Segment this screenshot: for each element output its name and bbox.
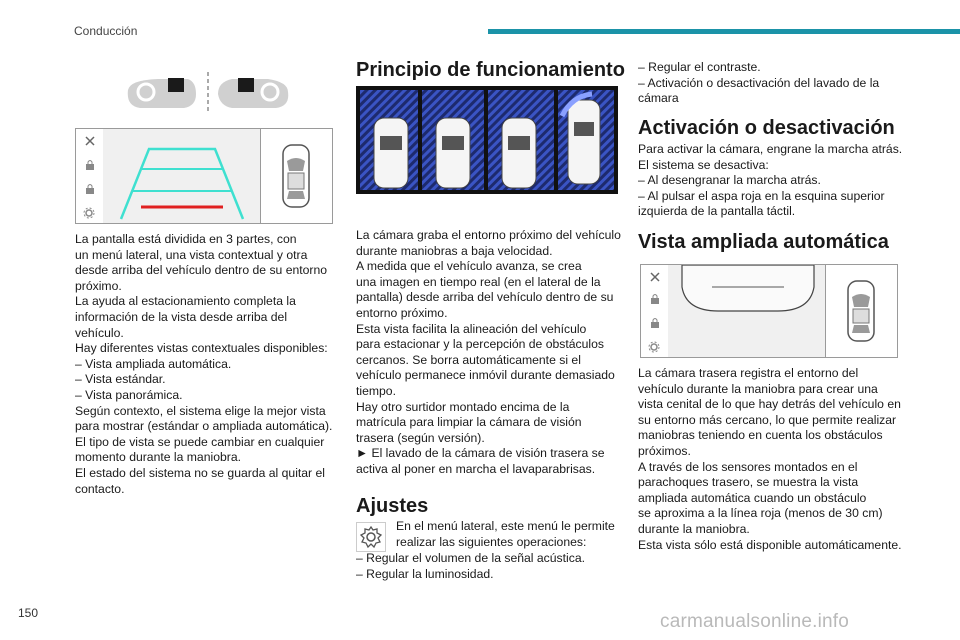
text-line: entorno próximo. bbox=[356, 305, 448, 320]
lock-icon bbox=[85, 159, 95, 171]
side-menu bbox=[641, 265, 669, 357]
text-line: momento durante la maniobra. bbox=[75, 450, 241, 465]
right-dash-icon bbox=[218, 78, 288, 108]
header-accent-bar bbox=[488, 29, 960, 34]
text-line: un menú lateral, una vista contextual y otra bbox=[75, 247, 308, 262]
text-line: información de la vista desde arriba del vehículo. bbox=[75, 309, 288, 340]
text-line: La cámara graba el entorno próximo del vehículo bbox=[356, 228, 621, 242]
text-line: para mostrar (estándar o ampliada automática). bbox=[75, 419, 333, 434]
text-line: La cámara trasera registra el entorno del bbox=[638, 366, 859, 380]
list-item: – Activación o desactivación del lavado de la bbox=[638, 75, 880, 90]
col3-top-list bbox=[638, 60, 908, 107]
top-down-view bbox=[260, 129, 332, 223]
text-line: El tipo de vista se puede cambiar en cualquier bbox=[75, 434, 325, 449]
text-line: matrícula para limpiar la cámara de visión bbox=[356, 415, 582, 430]
page-number: 150 bbox=[18, 606, 39, 620]
list-item: – Regular la luminosidad. bbox=[356, 566, 494, 581]
list-item: – Vista panorámica. bbox=[75, 387, 183, 402]
text-line: A través de los sensores montados en el bbox=[638, 459, 858, 474]
text-line: Para activar la cámara, engrane la marcha atrás. bbox=[638, 142, 903, 156]
heading-principio: Principio de funcionamiento bbox=[356, 59, 625, 81]
lock-icon bbox=[650, 317, 660, 329]
settings-gear-icon bbox=[648, 341, 662, 353]
settings-gear-icon bbox=[83, 207, 97, 219]
heading-vista-ampliada: Vista ampliada automática bbox=[638, 231, 889, 253]
close-icon bbox=[649, 271, 661, 283]
text-line: El sistema se desactiva: bbox=[638, 157, 769, 172]
text-line: maniobras teniendo en cuenta los obstáculos bbox=[638, 428, 883, 443]
list-item: – Al pulsar el aspa roja en la esquina superior bbox=[638, 188, 885, 203]
text-line: cámara bbox=[638, 91, 679, 106]
panoramic-parking-illustration bbox=[356, 86, 618, 194]
text-line: cercanos. Se borra automáticamente si el bbox=[356, 352, 581, 367]
text-line: Según contexto, el sistema elige la mejor vista bbox=[75, 403, 326, 418]
close-icon bbox=[84, 135, 96, 147]
text-line: izquierda de la pantalla táctil. bbox=[638, 204, 796, 219]
list-item: – Regular el volumen de la señal acústica. bbox=[356, 551, 585, 565]
text-line: durante la maniobra. bbox=[638, 521, 750, 536]
text-line: vehículo durante la maniobra para crear una bbox=[638, 381, 878, 396]
top-down-view bbox=[825, 265, 897, 357]
text-line: ampliada automática cuando un obstáculo bbox=[638, 490, 867, 505]
text-line: En el menú lateral, este menú le permite bbox=[396, 519, 615, 533]
text-line: su entorno más cercano, lo que permite realizar bbox=[638, 412, 897, 427]
text-line: vista cenital de lo que hay detrás del vehículo en bbox=[638, 397, 901, 412]
text-line: vehículo permanece inmóvil durante demasiado bbox=[356, 368, 615, 383]
text-line: La ayuda al estacionamiento completa la bbox=[75, 294, 296, 309]
col3-activation-text bbox=[638, 142, 913, 220]
zoomed-camera-view bbox=[668, 265, 826, 357]
side-menu bbox=[76, 129, 104, 223]
col2-text bbox=[356, 228, 626, 478]
text-line: trasera (según versión). bbox=[356, 430, 485, 445]
text-line: parachoques trasero, se muestra la vista bbox=[638, 475, 859, 490]
car-top-view-icon bbox=[846, 279, 876, 343]
parking-guide-lines bbox=[103, 129, 261, 223]
settings-list bbox=[356, 551, 626, 582]
text-line: Hay diferentes vistas contextuales disponibles: bbox=[75, 341, 328, 356]
camera-view bbox=[103, 129, 261, 223]
text-line: para estacionar y la percepción de obstáculos bbox=[356, 337, 604, 352]
running-header: Conducción bbox=[74, 24, 138, 38]
list-item: – Vista ampliada automática. bbox=[75, 356, 232, 371]
text-line: contacto. bbox=[75, 481, 125, 496]
text-line: La pantalla está dividida en 3 partes, con bbox=[75, 232, 297, 246]
screen-diagram-zoomed bbox=[640, 264, 898, 358]
text-line: tiempo. bbox=[356, 383, 396, 398]
text-line: próximos. bbox=[638, 443, 691, 458]
screen-diagram-standard bbox=[75, 128, 333, 224]
dashboard-cameras-illustration bbox=[118, 70, 298, 116]
col1-text bbox=[75, 232, 335, 497]
col3-zoom-text bbox=[638, 366, 913, 553]
text-line: una imagen en tiempo real (en el lateral de la bbox=[356, 274, 601, 289]
list-item: – Al desengranar la marcha atrás. bbox=[638, 173, 821, 188]
heading-ajustes: Ajustes bbox=[356, 495, 429, 517]
lock-icon bbox=[85, 183, 95, 195]
rear-bumper-zoom bbox=[668, 265, 826, 357]
heading-activacion: Activación o desactivación bbox=[638, 117, 895, 139]
text-line: Esta vista sólo está disponible automáticamente. bbox=[638, 537, 902, 552]
car-top-view-icon bbox=[281, 143, 311, 209]
text-line: durante maniobras a baja velocidad. bbox=[356, 243, 553, 258]
text-line: Esta vista facilita la alineación del vehículo bbox=[356, 321, 587, 336]
text-line: A medida que el vehículo avanza, se crea bbox=[356, 259, 582, 274]
action-line: ► El lavado de la cámara de visión trasera se bbox=[356, 446, 605, 461]
settings-gear-icon bbox=[356, 522, 386, 552]
lock-icon bbox=[650, 293, 660, 305]
text-line: desde arriba del vehículo dentro de su entorno bbox=[75, 263, 328, 278]
text-line: Hay otro surtidor montado encima de la bbox=[356, 399, 570, 414]
watermark[interactable]: carmanualsonline.info bbox=[660, 611, 850, 632]
list-item: – Vista estándar. bbox=[75, 372, 166, 387]
text-line: pantalla) desde arriba del vehículo dentro de su bbox=[356, 290, 614, 305]
left-dash-icon bbox=[128, 78, 196, 108]
text-line: se aproxima a la línea roja (menos de 30 cm) bbox=[638, 506, 883, 521]
parking-spaces-diagram bbox=[356, 86, 618, 194]
list-item: – Regular el contraste. bbox=[638, 60, 761, 74]
text-line: El estado del sistema no se guarda al quitar el bbox=[75, 465, 325, 480]
text-line: realizar las siguientes operaciones: bbox=[396, 534, 587, 549]
settings-intro bbox=[396, 519, 626, 550]
text-line: próximo. bbox=[75, 278, 122, 293]
text-line: activa al poner en marcha el lavaparabrisas. bbox=[356, 461, 596, 476]
